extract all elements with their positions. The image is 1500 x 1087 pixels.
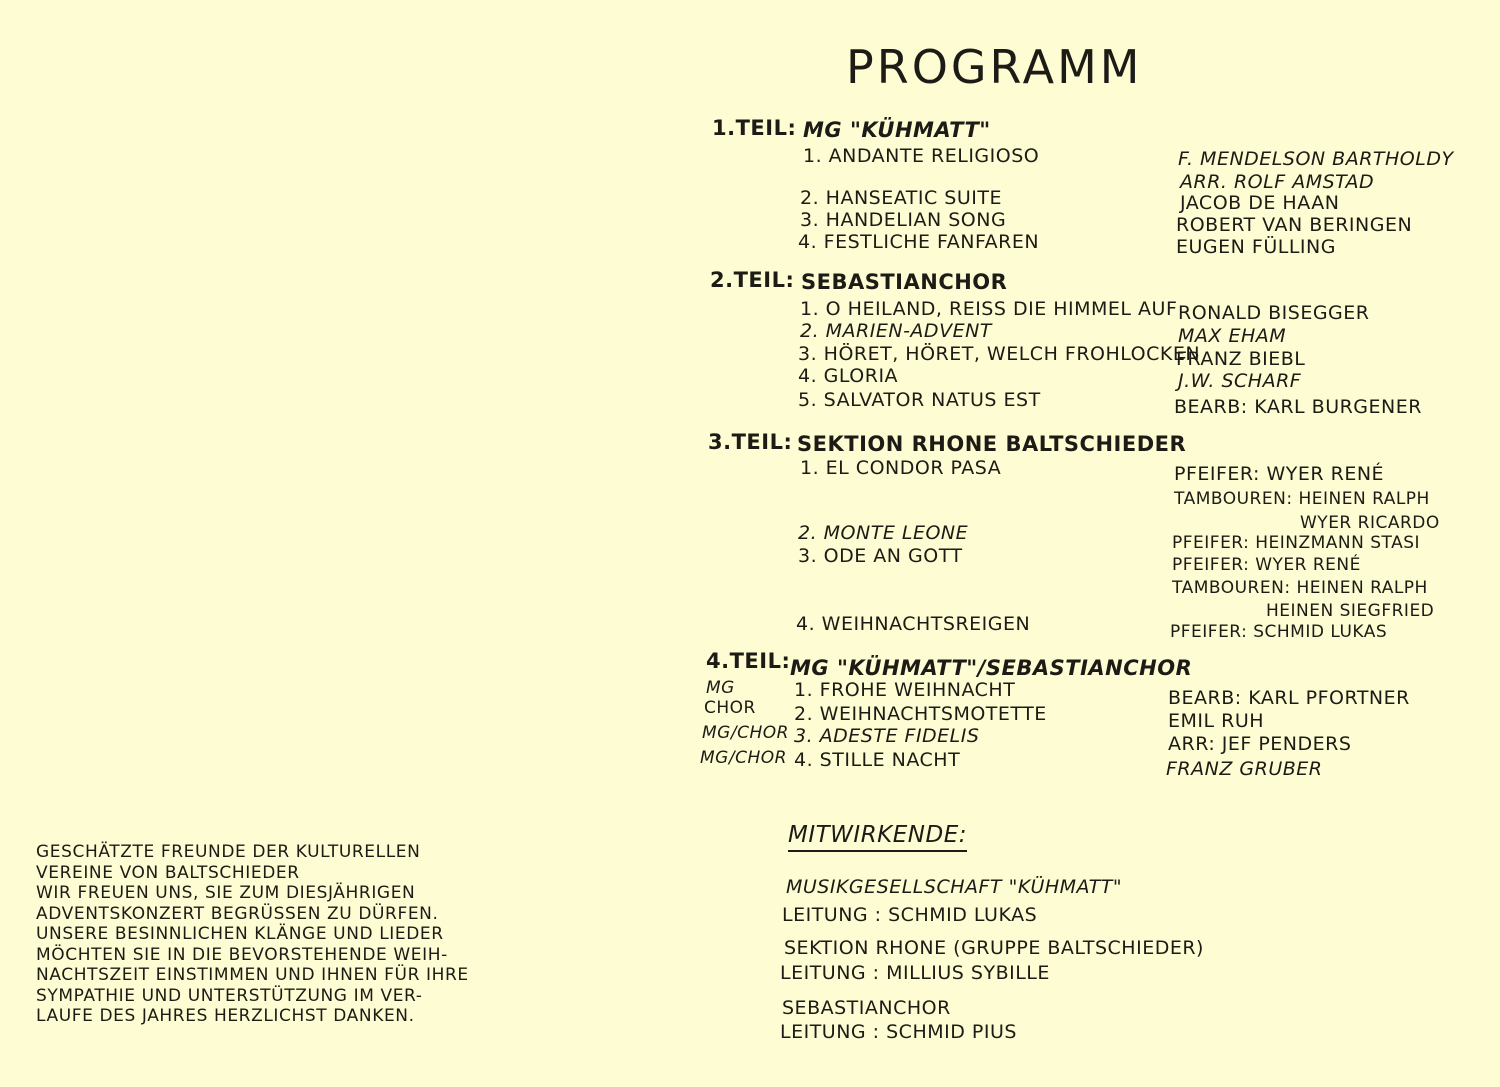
part4-piece: 2. WEIHNACHTSMOTETTE xyxy=(794,703,1047,725)
part1-composer: JACOB DE HAAN xyxy=(1180,192,1340,214)
part3-performer: PFEIFER: SCHMID LUKAS xyxy=(1170,622,1388,642)
greeting-line: ADVENTSKONZERT BEGRÜSSEN ZU DÜRFEN. xyxy=(36,903,439,924)
part4-composer: FRANZ GRUBER xyxy=(1166,758,1323,780)
mitwirkende-title: MITWIRKENDE: xyxy=(788,822,967,852)
part3-performer: TAMBOUREN: HEINEN RALPH xyxy=(1172,578,1428,598)
part2-composer: FRANZ BIEBL xyxy=(1176,348,1306,370)
greeting-line: SYMPATHIE UND UNTERSTÜTZUNG IM VER- xyxy=(36,985,423,1006)
part3-performer: PFEIFER: WYER RENÉ xyxy=(1172,555,1361,575)
part3-performer: HEINEN SIEGFRIED xyxy=(1266,601,1435,621)
greeting-line: MÖCHTEN SIE IN DIE BEVORSTEHENDE WEIH- xyxy=(36,944,448,965)
greeting-line: UNSERE BESINNLICHEN KLÄNGE UND LIEDER xyxy=(36,924,444,944)
part3-group: SEKTION RHONE BALTSCHIEDER xyxy=(797,432,1187,456)
part1-piece: 3. HANDELIAN SONG xyxy=(800,209,1007,231)
part2-composer: MAX EHAM xyxy=(1178,325,1287,347)
page-title: PROGRAMM xyxy=(846,40,1143,94)
greeting-line: LAUFE DES JAHRES HERZLICHST DANKEN. xyxy=(36,1006,415,1026)
part3-performer: PFEIFER: HEINZMANN STASI xyxy=(1172,533,1421,553)
greeting-line: VEREINE VON BALTSCHIEDER xyxy=(36,862,300,883)
part3-piece: 4. WEIHNACHTSREIGEN xyxy=(796,613,1031,635)
part1-composer: EUGEN FÜLLING xyxy=(1176,236,1336,258)
part2-composer: RONALD BISEGGER xyxy=(1178,302,1370,324)
part1-piece: 1. ANDANTE RELIGIOSO xyxy=(803,145,1040,167)
part2-composer: J.W. SCHARF xyxy=(1178,370,1302,392)
part2-piece: 1. O HEILAND, REISS DIE HIMMEL AUF xyxy=(800,298,1178,320)
part3-piece: 1. EL CONDOR PASA xyxy=(800,457,1002,479)
part3-piece: 2. MONTE LEONE xyxy=(798,522,969,544)
part4-composer: ARR: JEF PENDERS xyxy=(1168,733,1352,755)
part2-piece: 4. GLORIA xyxy=(798,365,899,387)
part2-piece: 2. MARIEN-ADVENT xyxy=(800,320,992,342)
part4-composer: BEARB: KARL PFORTNER xyxy=(1168,687,1410,709)
part4-who: MG xyxy=(706,678,735,698)
ensemble-leitung: LEITUNG : MILLIUS SYBILLE xyxy=(780,962,1050,984)
part3-performer: PFEIFER: WYER RENÉ xyxy=(1174,463,1385,485)
greeting-text xyxy=(36,842,469,1027)
part2-group: SEBASTIANCHOR xyxy=(801,270,1008,294)
ensemble-name: SEKTION RHONE (GRUPPE BALTSCHIEDER) xyxy=(784,937,1204,959)
greeting-line: NACHTSZEIT EINSTIMMEN UND IHNEN FÜR IHRE xyxy=(36,965,469,985)
part1-piece: 2. HANSEATIC SUITE xyxy=(800,187,1002,209)
part3-piece: 3. ODE AN GOTT xyxy=(798,545,963,567)
part2-piece: 5. SALVATOR NATUS EST xyxy=(798,389,1041,411)
ensemble-name: SEBASTIANCHOR xyxy=(782,997,951,1019)
part4-piece: 3. ADESTE FIDELIS xyxy=(794,725,980,747)
part4-who: CHOR xyxy=(704,698,756,718)
part1-piece: 4. FESTLICHE FANFAREN xyxy=(798,231,1040,253)
part1-arranger: ARR. ROLF AMSTAD xyxy=(1180,171,1375,193)
part4-piece: 4. STILLE NACHT xyxy=(794,749,961,771)
part1-composer: ROBERT VAN BERINGEN xyxy=(1176,214,1413,236)
part2-piece: 3. HÖRET, HÖRET, WELCH FROHLOCKEN xyxy=(798,343,1201,365)
ensemble-leitung: LEITUNG : SCHMID LUKAS xyxy=(782,904,1038,926)
ensemble-leitung: LEITUNG : SCHMID PIUS xyxy=(780,1021,1017,1043)
part3-performer: TAMBOUREN: HEINEN RALPH xyxy=(1174,489,1430,509)
part4-who: MG/CHOR xyxy=(702,723,789,743)
part3-label: 3.TEIL: xyxy=(708,430,793,454)
part3-performer: WYER RICARDO xyxy=(1300,513,1440,533)
part4-group: MG "KÜHMATT"/SEBASTIANCHOR xyxy=(790,656,1193,680)
part1-group: MG "KÜHMATT" xyxy=(803,118,991,142)
part2-label: 2.TEIL: xyxy=(710,268,795,292)
part1-label: 1.TEIL: xyxy=(712,116,797,140)
ensemble-name: MUSIKGESELLSCHAFT "KÜHMATT" xyxy=(786,876,1123,898)
part2-composer: BEARB: KARL BURGENER xyxy=(1174,396,1422,418)
greeting-line: WIR FREUEN UNS, SIE ZUM DIESJÄHRIGEN xyxy=(36,883,416,903)
part4-piece: 1. FROHE WEIHNACHT xyxy=(794,679,1016,701)
part4-label: 4.TEIL: xyxy=(706,649,791,673)
part1-composer: F. MENDELSON BARTHOLDY xyxy=(1178,148,1454,170)
part4-composer: EMIL RUH xyxy=(1168,710,1265,732)
greeting-line: GESCHÄTZTE FREUNDE DER KULTURELLEN xyxy=(36,842,421,862)
part4-who: MG/CHOR xyxy=(700,748,787,768)
